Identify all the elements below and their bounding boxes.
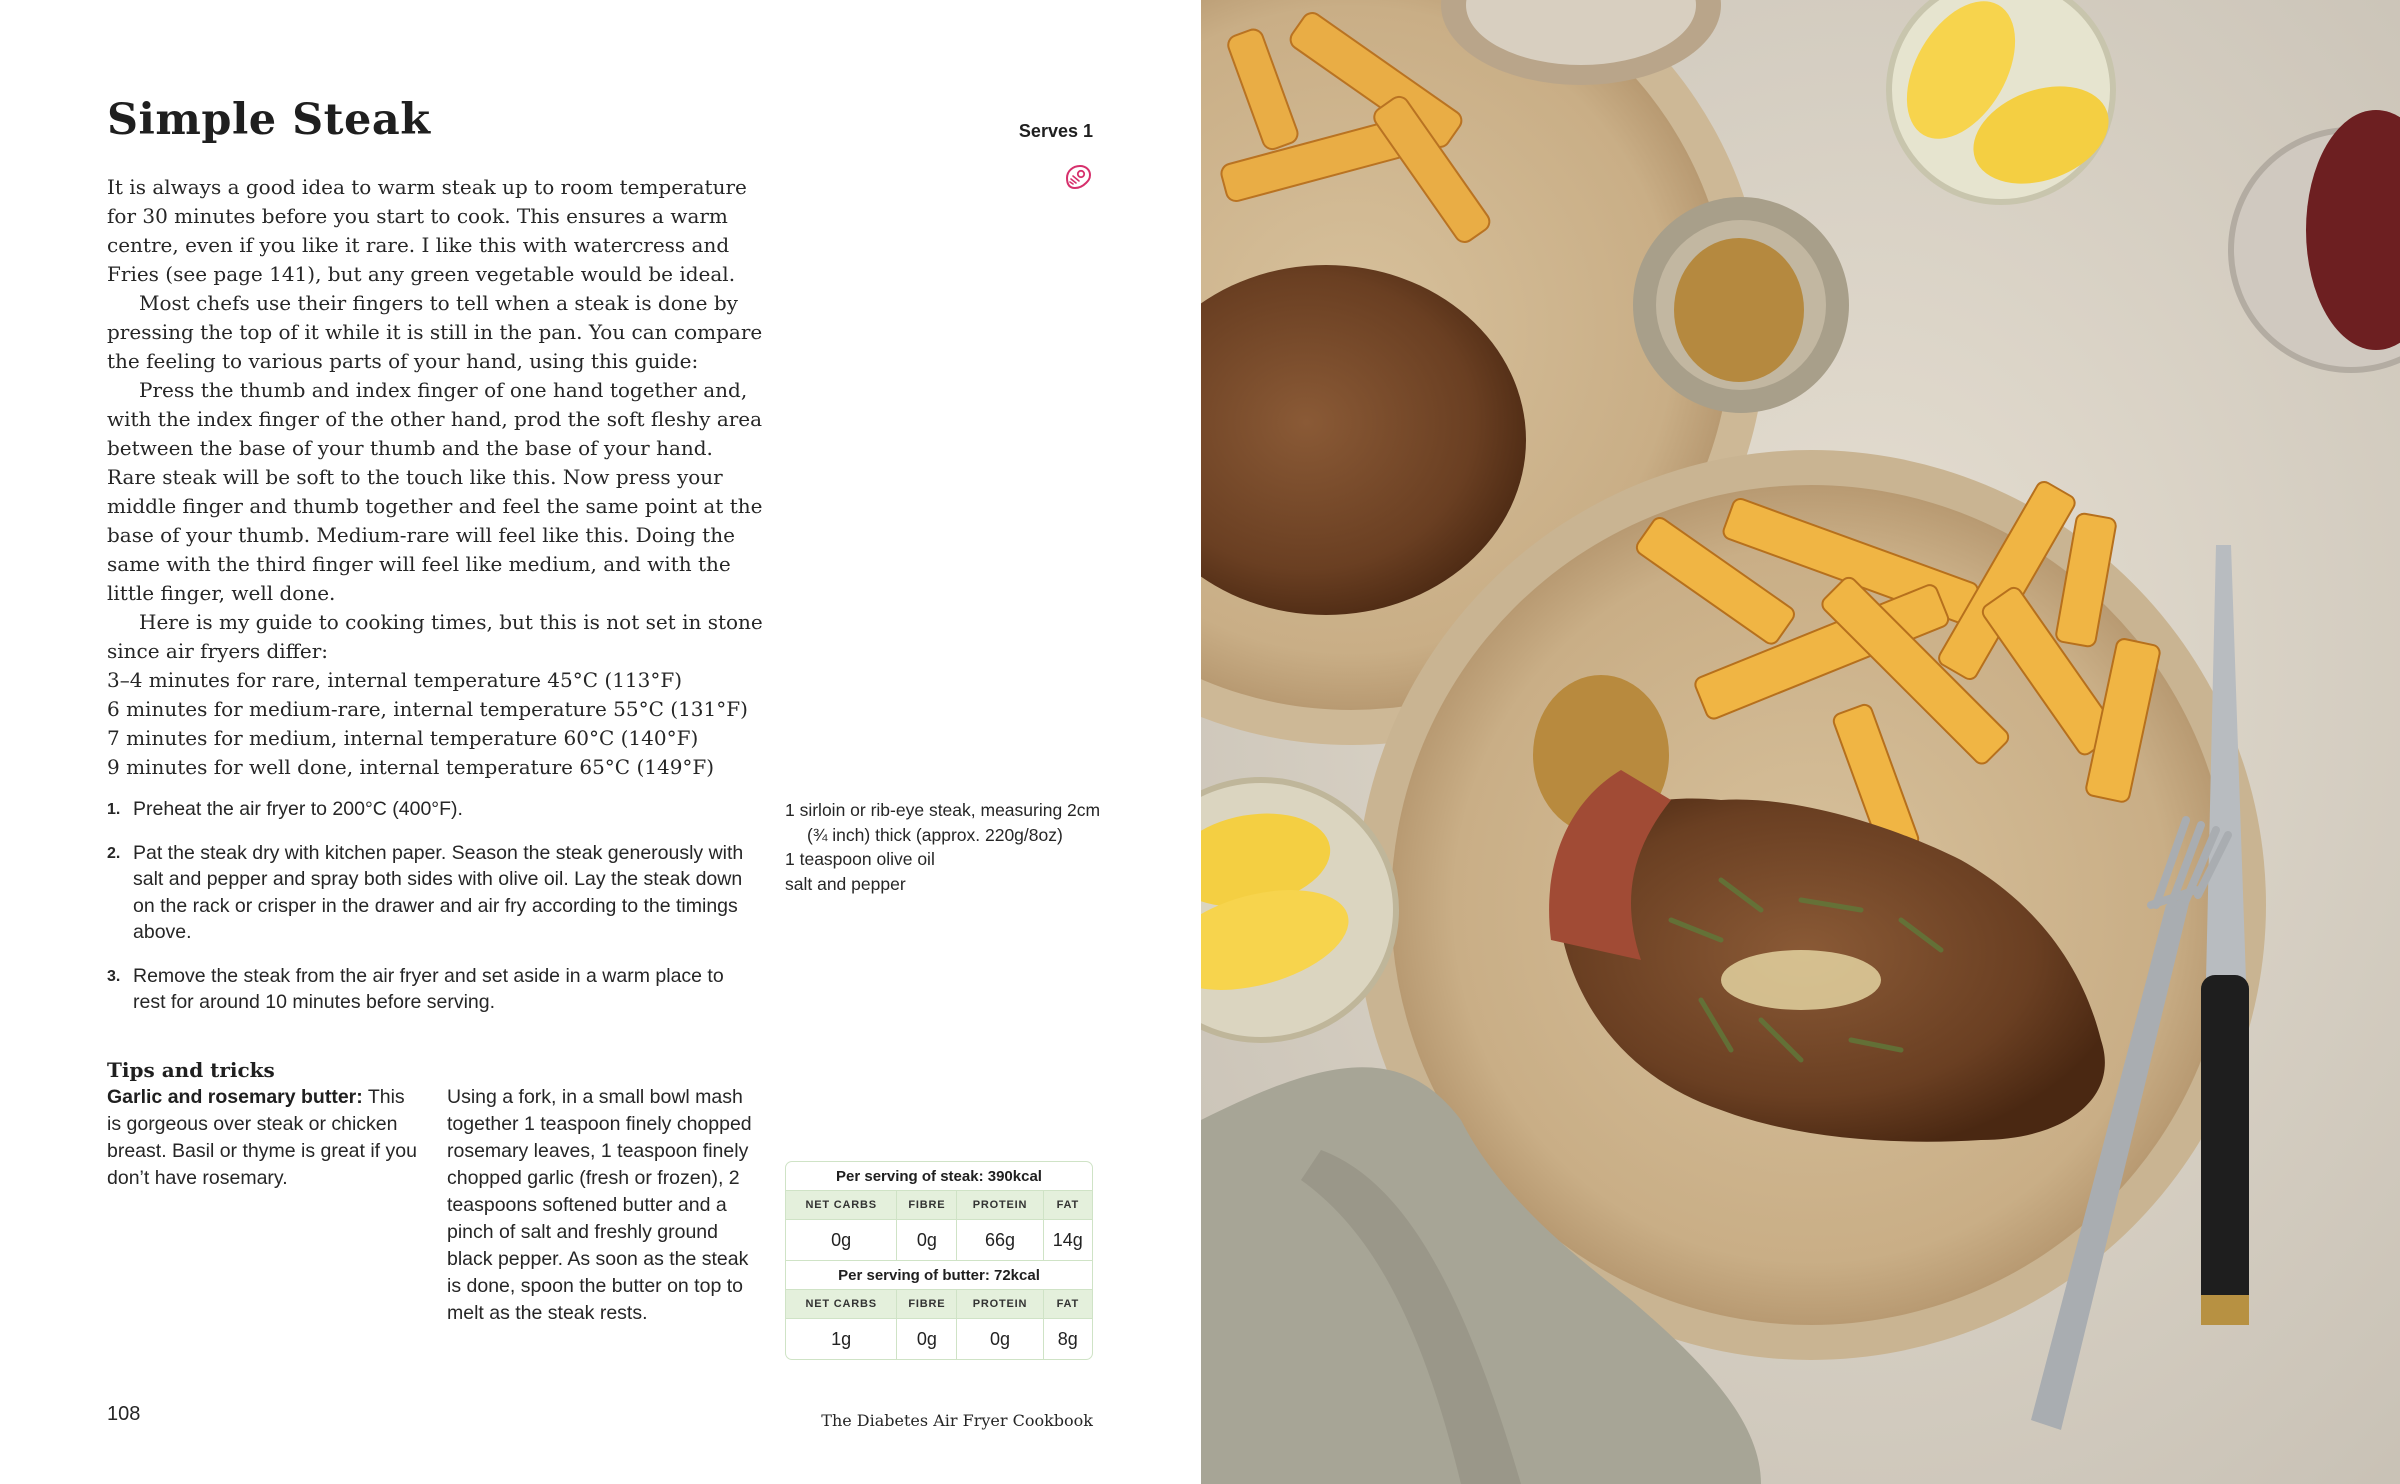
ingredient-item: 1 sirloin or rib-eye steak, measuring 2cm (¾ inch) thick (approx. 220g/8oz) <box>785 800 1101 845</box>
nutrition-header: FIBRE <box>897 1191 957 1220</box>
nutrition-value: 0g <box>897 1220 957 1261</box>
nutrition-header: FAT <box>1043 1191 1092 1220</box>
page-number: 108 <box>107 1403 141 1425</box>
butter-nutrition-caption: Per serving of butter: 72kcal <box>786 1261 1092 1290</box>
ingredient-item: 1 teaspoon olive oil <box>785 849 935 869</box>
step-number: 1. <box>107 801 121 818</box>
steak-icon <box>1062 161 1094 193</box>
step-text: Pat the steak dry with kitchen paper. Season the steak generously with salt and pepper and spray both sides with olive oil. Lay the steak down on the rack or crisper in the drawer and air fry according to the timings above. <box>133 841 744 943</box>
step-number: 3. <box>107 967 121 985</box>
nutrition-header: NET CARBS <box>786 1191 897 1220</box>
tips-bold-lead: Garlic and rosemary butter: <box>107 1086 363 1108</box>
intro-paragraph: 9 minutes for well done, internal temperature 65°C (149°F) <box>107 755 715 779</box>
nutrition-value: 8g <box>1043 1319 1092 1360</box>
book-title-footer: The Diabetes Air Fryer Cookbook <box>821 1411 1093 1430</box>
method-step <box>107 840 747 946</box>
tips-col1-text: This is gorgeous over steak or chicken breast. Basil or thyme is great if you don’t have rosemary. <box>107 1086 417 1189</box>
nutrition-value: 1g <box>786 1319 897 1360</box>
steak-photo <box>1201 0 2400 1484</box>
nutrition-value: 0g <box>897 1319 957 1360</box>
nutrition-value: 0g <box>957 1319 1043 1360</box>
recipe-intro <box>107 173 767 782</box>
step-text: Preheat the air fryer to 200°C (400°F). <box>133 798 463 820</box>
method-steps <box>107 796 747 1033</box>
tips-column-1 <box>107 1084 422 1192</box>
method-step <box>107 796 747 823</box>
tips-heading: Tips and tricks <box>107 1058 275 1082</box>
nutrition-header: FAT <box>1043 1290 1092 1319</box>
intro-paragraph: Most chefs use their fingers to tell when a steak is done by pressing the top of it while it is still in the pan. You can compare the feeling to various parts of your hand, using this guide: <box>107 291 763 373</box>
intro-paragraph: Press the thumb and index finger of one hand together and, with the index finger of the other hand, prod the soft fleshy area between the base of your thumb and the base of your hand. Rare steak will be soft to the touch like this. Now press your middle finger and thumb together and feel the same point at the base of your thumb. Medium-rare will feel like this. Doing the same with the third finger will feel like medium, and with the little finger, well done. <box>107 378 763 605</box>
ingredients-list <box>785 798 1105 896</box>
intro-paragraph: 6 minutes for medium-rare, internal temperature 55°C (131°F) <box>107 697 748 721</box>
recipe-title: Simple Steak <box>107 95 431 145</box>
nutrition-value: 14g <box>1043 1220 1092 1261</box>
intro-paragraph: It is always a good idea to warm steak up to room temperature for 30 minutes before you start to cook. This ensures a warm centre, even if you like it rare. I like this with watercress and Fries (see page 141), but any green vegetable would be ideal. <box>107 175 747 286</box>
nutrition-value: 0g <box>786 1220 897 1261</box>
nutrition-header: PROTEIN <box>957 1191 1043 1220</box>
nutrition-value: 66g <box>957 1220 1043 1261</box>
intro-paragraph: 7 minutes for medium, internal temperature 60°C (140°F) <box>107 726 699 750</box>
tips-column-2: Using a fork, in a small bowl mash together 1 teaspoon finely chopped rosemary leaves, 1 teaspoon finely chopped garlic (fresh or frozen), 2 teaspoons softened butter and a pinch of salt and freshly ground black pepper. As soon as the steak is done, spoon the butter on top to melt as the steak rests. <box>447 1086 752 1324</box>
nutrition-header: NET CARBS <box>786 1290 897 1319</box>
nutrition-header: FIBRE <box>897 1290 957 1319</box>
method-step <box>107 963 747 1016</box>
intro-paragraph: Here is my guide to cooking times, but this is not set in stone since air fryers differ: <box>107 610 763 663</box>
step-number: 2. <box>107 844 121 862</box>
serves-label: Serves 1 <box>1018 121 1093 141</box>
nutrition-header: PROTEIN <box>957 1290 1043 1319</box>
nutrition-table <box>785 1161 1093 1360</box>
intro-paragraph: 3–4 minutes for rare, internal temperature 45°C (113°F) <box>107 668 683 692</box>
steak-nutrition-caption: Per serving of steak: 390kcal <box>836 1167 1042 1185</box>
step-text: Remove the steak from the air fryer and set aside in a warm place to rest for around 10 minutes before serving. <box>133 964 724 1013</box>
ingredient-item: salt and pepper <box>785 873 906 894</box>
